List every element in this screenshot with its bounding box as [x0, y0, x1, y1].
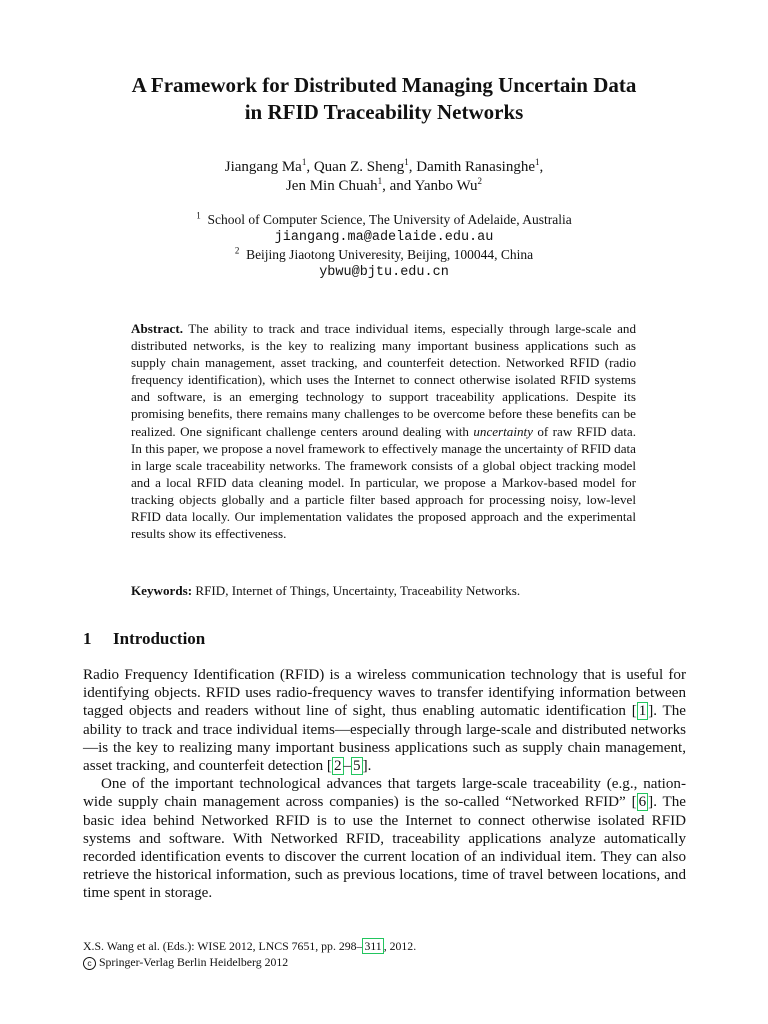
- author-line-1: [100, 158, 668, 177]
- footer-text: X.S. Wang et al. (Eds.): WISE 2012, LNCS 7651, pp. 298–: [83, 939, 363, 953]
- paragraph-text: –: [343, 758, 352, 775]
- footer-text: Springer-Verlag Berlin Heidelberg 2012: [96, 955, 289, 969]
- citation-line: [83, 938, 686, 954]
- keywords-text: RFID, Internet of Things, Uncertainty, Traceability Networks.: [192, 583, 521, 598]
- affiliation-2: [100, 246, 668, 264]
- keywords: [131, 582, 636, 599]
- email-2: ybwu@bjtu.edu.cn: [319, 264, 449, 280]
- section-heading: [83, 629, 205, 649]
- author-separator: ,: [539, 159, 544, 175]
- copyright-line: [83, 954, 686, 970]
- paragraph-text: One of the important technological advances that targets large-scale traceability (e.g., nation-wide supply chain management across companies) is the so-called “Networked RFID” [: [83, 776, 686, 811]
- paragraph-text: ]. The basic idea behind Networked RFID is to use the Internet to connect otherwise isolated RFID systems and software. With Networked RFID, traceability applications analyze automatically recorded identification events to discover the current location of an individual item. They can also retrieve the historical information, such as previous locations, time of travel between locations, and time spent in storage.: [83, 794, 686, 902]
- title-line-2: in RFID Traceability Networks: [244, 100, 524, 124]
- author-name: , and Yanbo Wu: [382, 178, 478, 194]
- citation-link[interactable]: 6: [638, 794, 647, 811]
- page-footer: [83, 938, 686, 970]
- author-line-2: [100, 177, 668, 196]
- citation-link[interactable]: 1: [638, 703, 647, 720]
- body-text: [83, 666, 686, 903]
- keywords-label: Keywords:: [131, 583, 193, 598]
- citation-link[interactable]: 5: [353, 758, 361, 775]
- author-name: , Damith Ranasinghe: [408, 159, 535, 175]
- affiliation-marker: 1: [301, 157, 307, 167]
- affiliations: [100, 211, 668, 281]
- title-line-1: A Framework for Distributed Managing Uncertain Data: [131, 73, 637, 97]
- affiliation-marker: 1: [196, 210, 201, 221]
- affiliation-marker: 1: [534, 157, 540, 167]
- abstract-text: of raw RFID data. In this paper, we propose a novel framework to effectively manage the uncertainty of RFID data in large scale traceability networks. The framework consists of a global object tracking model and a local RFID data cleaning model. In particular, we propose a Markov-based model for tracking objects globally and a particle filter based approach for processing noisy, low-level RFID data locally. Our implementation validates the proposed approach and the experimental results show its effectiveness.: [131, 423, 636, 542]
- author-list: [100, 158, 668, 196]
- affiliation-marker: 2: [234, 245, 240, 256]
- abstract-text: The ability to track and trace individual items, especially through large-scale and distributed networks, is the key to realizing many important business applications such as supply chain management, asset tracking, and counterfeit detection. Networked RFID (radio frequency identification), which uses the Internet to connect otherwise isolated RFID systems and software, is an emerging technology to support traceability applications. Despite its promising benefits, there remains many challenges to be overcome before these benefits can be realized. One significant challenge centers around dealing with: [131, 321, 636, 439]
- abstract-emphasis: uncertainty: [473, 423, 533, 439]
- author-name: Jiangang Ma: [224, 159, 302, 175]
- author-name: Jen Min Chuah: [285, 178, 378, 194]
- paper-title: [60, 72, 708, 126]
- section-number: 1: [83, 629, 92, 648]
- affiliation-marker: 1: [377, 176, 383, 186]
- paragraph-2: [83, 775, 686, 902]
- email-1: jiangang.ma@adelaide.edu.au: [274, 229, 494, 245]
- copyright-icon: c: [83, 957, 96, 970]
- citation-link[interactable]: 2: [333, 758, 342, 775]
- paragraph-text: Radio Frequency Identification (RFID) is a wireless communication technology that is useful for identifying objects. RFID uses radio-frequency waves to transfer identifying information between tagged objects and readers without line of sight, thus enabling automatic identification [: [83, 667, 686, 720]
- paragraph-1: [83, 666, 686, 775]
- affiliation-marker: 2: [477, 176, 483, 186]
- paragraph-text: ]. The ability to track and trace individual items—especially through large-scale and distributed networks—is the key to realizing many important business applications such as supply chain management, asset tracking, and counterfeit detection [: [83, 703, 686, 775]
- author-name: , Quan Z. Sheng: [306, 159, 405, 175]
- abstract-label: Abstract.: [131, 321, 183, 336]
- paragraph-text: ].: [362, 758, 372, 775]
- section-title: Introduction: [113, 629, 206, 648]
- affiliation-text: School of Computer Science, The University of Adelaide, Australia: [207, 212, 572, 227]
- page-link[interactable]: 311: [364, 939, 382, 953]
- abstract: [131, 320, 636, 542]
- footer-text: , 2012.: [383, 939, 417, 953]
- affiliation-marker: 1: [404, 157, 409, 167]
- affiliation-text: Beijing Jiaotong Univeresity, Beijing, 100044, China: [246, 247, 534, 262]
- affiliation-1: [100, 211, 668, 229]
